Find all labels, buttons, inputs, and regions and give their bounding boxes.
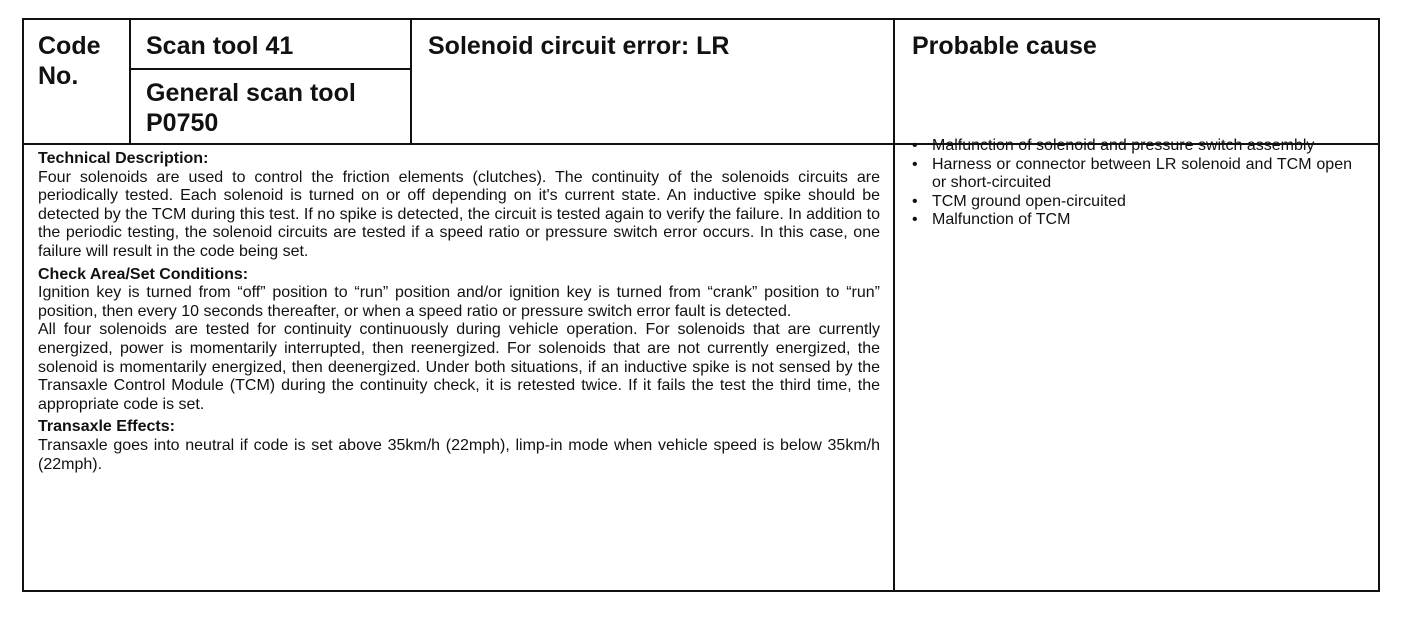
scan-tool-41-code: Scan tool 41 bbox=[146, 32, 294, 60]
probable-cause-heading: Probable cause bbox=[912, 32, 1097, 60]
divider-scan-tools bbox=[129, 68, 412, 70]
cause-item: • Malfunction of solenoid and pressure switch assembly bbox=[912, 137, 1315, 154]
check-area-text-2: All four solenoids are tested for continuity continuously during vehicle operation. For solenoids that are currently energized, power is momentarily interrupted, then reenergized. For solenoids that are not currently energized, the solenoid is momentarily energized, then deenergized. Under both situations, if an inductive spike is not sensed by the Transaxle Control Module (TCM) during the continuity check, it is retested twice. If it fails the test the third time, the appropriate code is set. bbox=[38, 321, 880, 413]
technical-description-text: Four solenoids are used to control the friction elements (clutches). The continuity of the solenoids circuits are periodically tested. Each solenoid is turned on or off depending on it's current state. An inductive spike should be detected by the TCM during this test. If no spike is detected, the circuit is tested again to verify the failure. In addition to the periodic testing, the solenoid circuits are tested if a speed ratio or pressure switch error occurs. In this case, one failure will result in the code being set. bbox=[38, 168, 880, 260]
check-area-heading: Check Area/Set Conditions: bbox=[38, 265, 249, 283]
code-no-label: Code No. bbox=[38, 32, 101, 90]
transaxle-effects-text: Transaxle goes into neutral if code is set above 35km/h (22mph), limp-in mode when vehicle speed is below 35km/h (22mph). bbox=[38, 436, 880, 473]
general-scan-tool-code: General scan tool P0750 bbox=[146, 79, 356, 137]
transaxle-effects-heading: Transaxle Effects: bbox=[38, 418, 175, 436]
divider-code-col bbox=[129, 18, 131, 145]
cause-item: • Harness or connector between LR solenoid and TCM open or short-circuited bbox=[912, 155, 1352, 192]
divider-cause-col bbox=[893, 18, 895, 592]
description-section bbox=[38, 150, 880, 474]
cause-item: • Malfunction of TCM bbox=[912, 211, 1071, 229]
technical-description-heading: Technical Description: bbox=[38, 150, 209, 167]
error-title: Solenoid circuit error: LR bbox=[428, 32, 730, 60]
probable-cause-list bbox=[912, 137, 1352, 230]
cause-item: • TCM ground open-circuited bbox=[912, 192, 1126, 210]
divider-scan-col bbox=[410, 18, 412, 145]
check-area-text-1: Ignition key is turned from “off” position to “run” position and/or ignition key is turned from “crank” position to “run” position, then every 10 seconds thereafter, or when a speed ratio or pressure switch error fault is detected. bbox=[38, 284, 880, 320]
